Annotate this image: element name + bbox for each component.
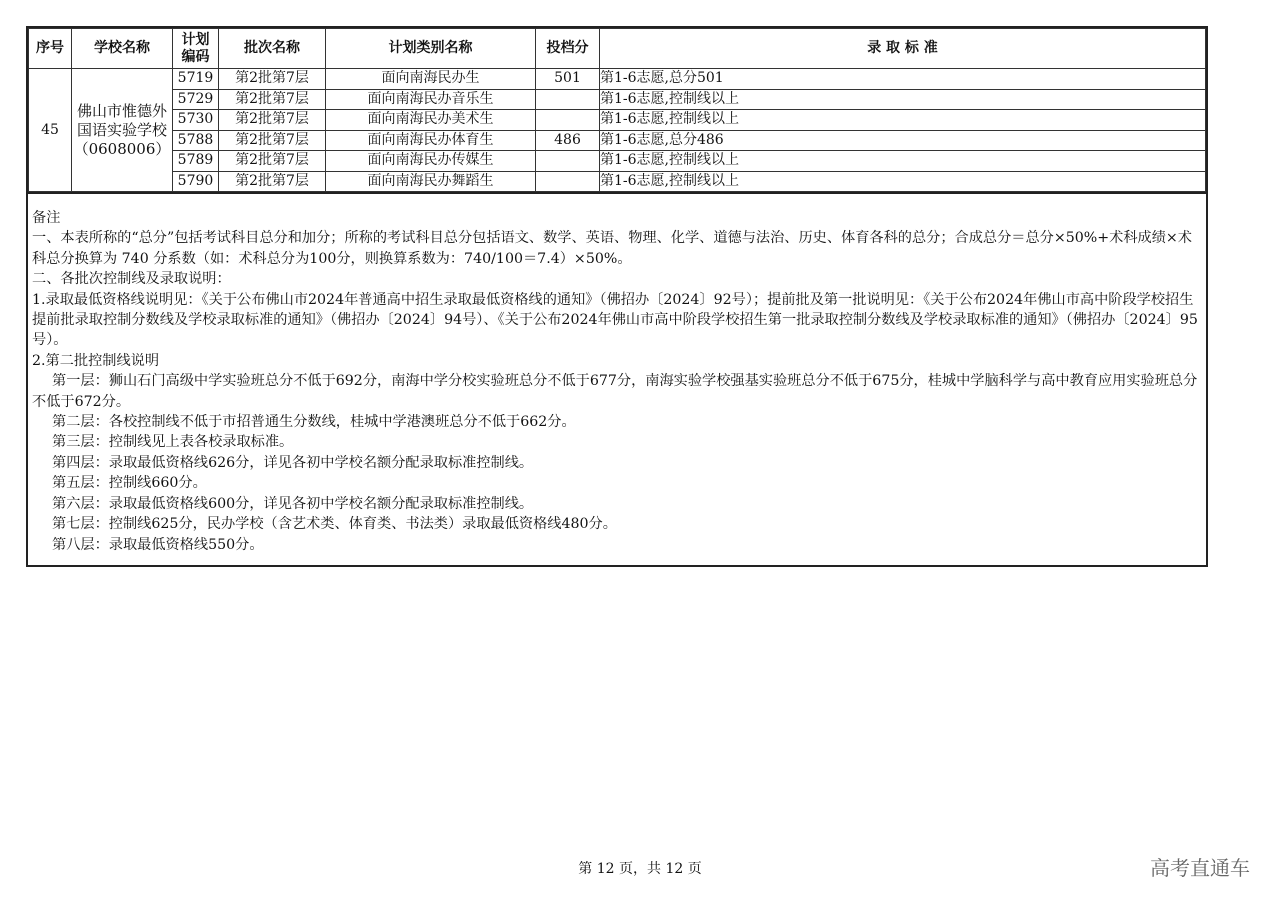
layer-note: 第八层：录取最低资格线550分。 xyxy=(52,536,264,553)
batch-cell: 第2批第7层 xyxy=(219,89,326,110)
layer-note: 第五层：控制线660分。 xyxy=(52,475,207,492)
standard-cell: 第1-6志愿,控制线以上 xyxy=(600,89,1206,110)
page-footer: 第 12 页，共 12 页 xyxy=(578,861,702,877)
layer-note: 第三层：控制线见上表各校录取标准。 xyxy=(52,434,294,451)
batch-cell: 第2批第7层 xyxy=(219,151,326,172)
header-batch: 批次名称 xyxy=(219,29,326,69)
score-cell xyxy=(536,171,600,192)
header-plan-type: 计划类别名称 xyxy=(326,29,536,69)
plan-type-cell: 面向南海民办音乐生 xyxy=(326,89,536,110)
plan-type-cell: 面向南海民办传媒生 xyxy=(326,151,536,172)
notes-sub-1: 1.录取最低资格线说明见：《关于公布佛山市2024年普通高中招生录取最低资格线的通知》（佛招办〔2024〕92号）；提前批及第一批说明见：《关于公布2024年佛山市高中阶段学校招生提前批录取控制分数线及学校录取标准的通知》（佛招办〔2024〕94号）、《关于公布2024年佛山市高中阶段学校招生第一批录取控制分数线及学校录取标准的通知》（佛招办〔2024〕95号）。 xyxy=(32,291,1198,349)
layer-note: 第二层：各校控制线不低于市招普通生分数线，桂城中学港澳班总分不低于662分。 xyxy=(52,414,576,431)
table-header-row xyxy=(29,29,1206,69)
table-row xyxy=(29,69,1206,90)
notes-item-2: 二、各批次控制线及录取说明： xyxy=(32,271,231,288)
plan-code-cell: 5730 xyxy=(173,110,219,131)
standard-cell: 第1-6志愿,控制线以上 xyxy=(600,171,1206,192)
plan-type-cell: 面向南海民办体育生 xyxy=(326,130,536,151)
plan-code-cell: 5729 xyxy=(173,89,219,110)
table-row xyxy=(29,130,1206,151)
score-cell xyxy=(536,151,600,172)
layer-note: 第六层：录取最低资格线600分，详见各初中学校名额分配录取标准控制线。 xyxy=(52,495,534,512)
notes-item-1: 一、本表所称的“总分”包括考试科目总分和加分；所称的考试科目总分包括语文、数学、英语、物理、化学、道德与法治、历史、体育各科的总分；合成总分＝总分×50%+术科成绩×术科总分换算为 740 分系数（如：术科总分为100分，则换算系数为：740/100＝7.4）×50%。 xyxy=(32,230,1192,267)
table-row xyxy=(29,89,1206,110)
standard-cell: 第1-6志愿,总分501 xyxy=(600,69,1206,90)
batch-cell: 第2批第7层 xyxy=(219,171,326,192)
layer-note: 第四层：录取最低资格线626分，详见各初中学校名额分配录取标准控制线。 xyxy=(52,454,534,471)
batch-cell: 第2批第7层 xyxy=(219,130,326,151)
batch-cell: 第2批第7层 xyxy=(219,110,326,131)
header-plan-code: 计划 编码 xyxy=(173,29,219,69)
plan-code-cell: 5790 xyxy=(173,171,219,192)
plan-code-cell: 5789 xyxy=(173,151,219,172)
score-cell xyxy=(536,110,600,131)
watermark: 高考直通车 xyxy=(1150,856,1250,880)
plan-code-cell: 5719 xyxy=(173,69,219,90)
layer-note: 第一层：狮山石门高级中学实验班总分不低于692分，南海中学分校实验班总分不低于677分，南海实验学校强基实验班总分不低于675分，桂城中学脑科学与高中教育应用实验班总分不低于672分。 xyxy=(32,373,1198,410)
layer-note: 第七层：控制线625分，民办学校（含艺术类、体育类、书法类）录取最低资格线480分。 xyxy=(52,516,617,533)
standard-cell: 第1-6志愿,控制线以上 xyxy=(600,151,1206,172)
admission-table xyxy=(28,28,1206,192)
score-cell xyxy=(536,89,600,110)
header-seq: 序号 xyxy=(29,29,72,69)
notes-section xyxy=(28,192,1206,565)
admission-sheet xyxy=(26,26,1208,567)
header-standard: 录 取 标 准 xyxy=(600,29,1206,69)
plan-type-cell: 面向南海民办美术生 xyxy=(326,110,536,131)
header-score: 投档分 xyxy=(536,29,600,69)
standard-cell: 第1-6志愿,总分486 xyxy=(600,130,1206,151)
standard-cell: 第1-6志愿,控制线以上 xyxy=(600,110,1206,131)
plan-code-cell: 5788 xyxy=(173,130,219,151)
batch-cell: 第2批第7层 xyxy=(219,69,326,90)
school-name-cell: 佛山市惟德外国语实验学校（0608006） xyxy=(72,69,173,192)
table-row xyxy=(29,171,1206,192)
plan-type-cell: 面向南海民办生 xyxy=(326,69,536,90)
table-row xyxy=(29,110,1206,131)
seq-cell: 45 xyxy=(29,69,72,192)
plan-type-cell: 面向南海民办舞蹈生 xyxy=(326,171,536,192)
score-cell: 501 xyxy=(536,69,600,90)
score-cell: 486 xyxy=(536,130,600,151)
notes-sub-2: 2.第二批控制线说明 xyxy=(32,352,160,369)
table-row xyxy=(29,151,1206,172)
notes-title: 备注 xyxy=(32,210,61,226)
header-school: 学校名称 xyxy=(72,29,173,69)
